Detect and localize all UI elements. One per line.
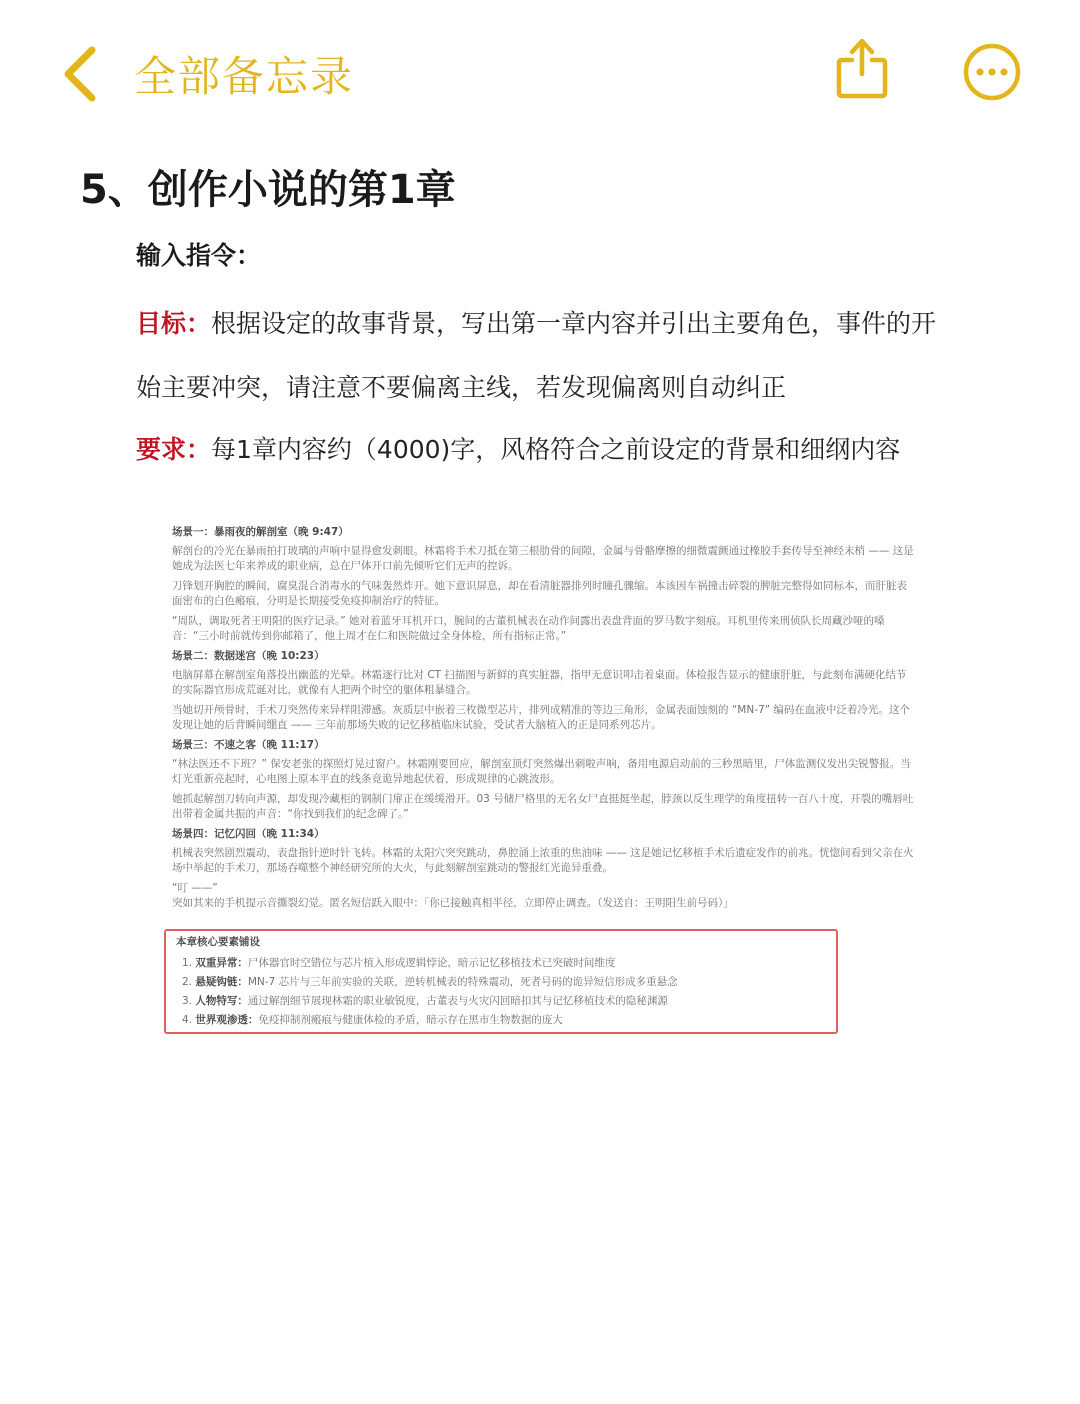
scene-2	[172, 649, 916, 733]
scene-heading: 场景二：数据迷宫（晚 10:23）	[172, 650, 325, 662]
goal-line	[136, 304, 936, 340]
scene-paragraph: 当她切开颅骨时，手术刀突然传来异样阻滞感。灰质层中嵌着三枚微型芯片，排列成精准的等边三角形，金属表面蚀刻的 “MN-7” 编码在血液中泛着冷光。这个发现让她的后背瞬间绷直 —— 三年前那场失败的记忆移植临床试验，受试者大脑植入的正是同系列芯片。	[172, 704, 910, 731]
requirement-text: 每1章内容约（4000)字，风格符合之前设定的背景和细纲内容	[211, 435, 901, 464]
scene-paragraph: “叮 ——”	[172, 882, 218, 894]
core-elements-box	[164, 929, 838, 1034]
scene-heading: 场景三：不速之客（晚 11:17）	[172, 739, 325, 751]
core-element-item: 3. 人物特写：通过解剖细节展现林霜的职业敏锐度，古董表与火灾闪回暗扣其与记忆移植技术的隐秘渊源	[182, 995, 668, 1007]
requirement-label: 要求：	[136, 435, 212, 464]
scene-1	[172, 525, 916, 644]
goal-label: 目标：	[136, 309, 212, 338]
chevron-left-icon[interactable]	[60, 46, 100, 102]
back-to-all-notes-link[interactable]: 全部备忘录	[134, 52, 355, 101]
requirement-line	[136, 430, 900, 466]
core-element-item: 2. 悬疑钩链：MN-7 芯片与三年前实验的关联，逆转机械表的特殊震动，死者号码的诡异短信形成多重悬念	[182, 976, 678, 988]
share-icon[interactable]	[834, 36, 890, 100]
scene-heading: 场景四：记忆闪回（晚 11:34）	[172, 828, 325, 840]
goal-text-line2: 始主要冲突，请注意不要偏离主线，若发现偏离则自动纠正	[136, 373, 787, 402]
scene-4	[172, 827, 916, 911]
scene-3	[172, 738, 916, 822]
scene-heading: 场景一：暴雨夜的解剖室（晚 9:47）	[172, 526, 349, 538]
scene-paragraph: “林法医还不下班？” 保安老张的探照灯晃过窗户。林霜刚要回应，解剖室顶灯突然爆出刺啦声响，备用电源启动前的三秒黑暗里，尸体监测仪发出尖锐警报。当灯光重新亮起时，心电图上原本平直的线条竟诡异地起伏着，形成规律的心跳波形。	[172, 758, 911, 785]
goal-text-line1: 根据设定的故事背景，写出第一章内容并引出主要角色，事件的开	[211, 309, 937, 338]
scene-paragraph: “周队，调取死者王明阳的医疗记录。” 她对着蓝牙耳机开口，腕间的古董机械表在动作间露出表盘背面的罗马数字刻痕。耳机里传来刑侦队长周藏沙哑的嗓音：“三小时前就传到你邮箱了，他上周才在仁和医院做过全身体检，所有指标正常。”	[172, 615, 885, 642]
note-title: 5、创作小说的第1章	[80, 167, 456, 213]
embedded-document-image	[150, 516, 936, 1134]
note-subtitle: 输入指令：	[136, 241, 262, 270]
core-element-item: 1. 双重异常：尸体器官时空错位与芯片植入形成逻辑悖论，暗示记忆移植技术已突破时间维度	[182, 957, 616, 969]
scene-paragraph: 突如其来的手机提示音撕裂幻觉。匿名短信跃入眼中：「你已接触真相半径，立即停止调查。（发送自：王明阳生前号码）」	[172, 897, 734, 909]
core-element-item: 4. 世界观渗透：免疫抑制剂瘢痕与健康体检的矛盾，暗示存在黑市生物数据的庞大	[182, 1014, 563, 1026]
navigation-bar	[0, 0, 1080, 140]
more-icon[interactable]	[962, 42, 1022, 102]
core-elements-title: 本章核心要素铺设	[176, 936, 260, 948]
scene-paragraph: 电脑屏幕在解剖室角落投出幽蓝的光晕。林霜逐行比对 CT 扫描图与新鲜的真实脏器，指甲无意识叩击着桌面。体检报告显示的健康肝脏，与此刻布满硬化结节的实际器官形成荒诞对比，就像有人把两个时空的躯体粗暴缝合。	[172, 669, 907, 696]
scene-paragraph: 刀锋划开胸腔的瞬间，腐臭混合消毒水的气味轰然炸开。她下意识屏息，却在看清脏器排列时瞳孔骤缩。本该因车祸撞击碎裂的脾脏完整得如同标本，而肝脏表面密布的白色瘢痕，分明是长期接受免疫抑制治疗的特征。	[172, 580, 907, 607]
scene-paragraph: 她抓起解剖刀转向声源，却发现冷藏柜的钢制门扉正在缓缓滑开。03 号储尸格里的无名女尸直挺挺坐起，脖颈以反生理学的角度扭转一百八十度，开裂的嘴唇吐出带着金属共振的声音：“你找到我们的纪念碑了。”	[172, 793, 914, 820]
scene-paragraph: 机械表突然剧烈震动，表盘指针逆时针飞转。林霜的太阳穴突突跳动，鼻腔涌上浓重的焦油味 —— 这是她记忆移植手术后遗症发作的前兆。恍惚间看到父亲在火场中举起的手术刀，那场吞噬整个神经研究所的大火，与此刻解剖室跳动的警报红光诡异重叠。	[172, 847, 914, 874]
scene-paragraph: 解剖台的冷光在暴雨拍打玻璃的声响中显得愈发刺眼。林霜将手术刀抵在第三根肋骨的间隙，金属与骨骼摩擦的细微震颤通过橡胶手套传导至神经末梢 —— 这是她成为法医七年来养成的职业病，总在尸体开口前先倾听它们无声的控诉。	[172, 545, 914, 572]
